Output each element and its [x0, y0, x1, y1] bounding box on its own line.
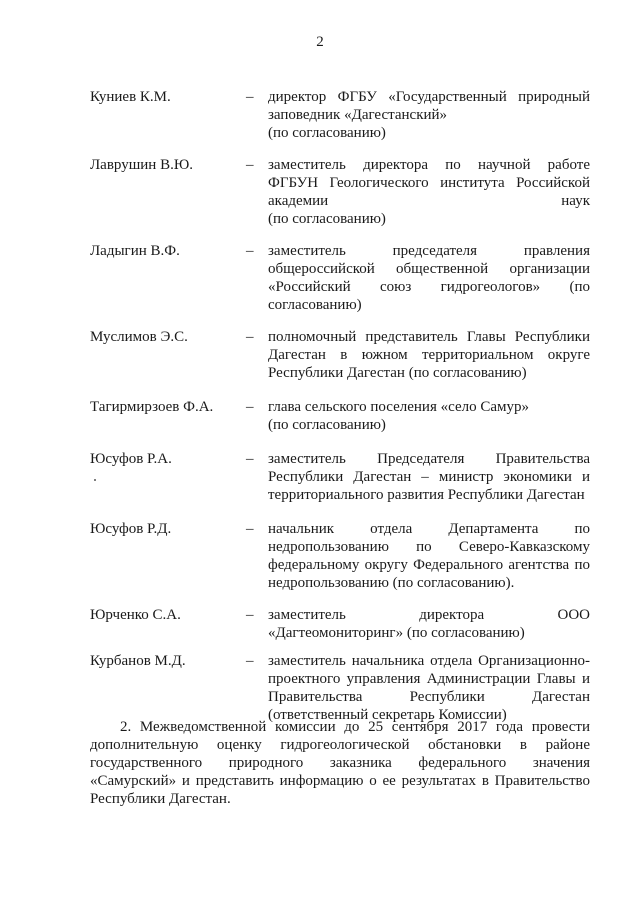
paragraph-line: дополнительную оценку гидрогеологической обстановки в районе: [90, 737, 590, 753]
member-role: [268, 328, 590, 382]
member-dash: –: [246, 653, 254, 669]
role-line: начальник отдела Департамента по: [268, 521, 590, 537]
role-line: «Дагтеомониторинг» (по согласованию): [268, 625, 525, 641]
role-line: заповедник «Дагестанский»: [268, 107, 448, 123]
member-role: [268, 450, 590, 504]
member-role: [268, 652, 590, 724]
role-line: академии наук: [268, 193, 590, 209]
role-line: директор ФГБУ «Государственный природный: [268, 89, 590, 105]
instruction-paragraph: [90, 718, 590, 808]
role-line: федеральному округу Федерального агентства по: [268, 557, 590, 573]
member-name: Юсуфов Р.Д.: [90, 521, 172, 537]
role-line: (по согласованию): [268, 125, 386, 141]
paragraph-line: 2. Межведомственной комиссии до 25 сентября 2017 года провести: [120, 719, 590, 735]
member-dash: –: [246, 521, 254, 537]
role-line: полномочный представитель Главы Республики: [268, 329, 590, 345]
member-role: [268, 156, 590, 228]
role-line: Республики Дагестан (по согласованию): [268, 365, 527, 381]
member-dash: –: [246, 157, 254, 173]
member-role: [268, 242, 590, 314]
member-name: Ладыгин В.Ф.: [90, 243, 180, 259]
member-role: [268, 398, 590, 434]
role-line: территориального развития Республики Дагестан: [268, 487, 585, 503]
role-line: (по согласованию): [268, 211, 386, 227]
member-name: Лаврушин В.Ю.: [90, 157, 193, 173]
paragraph-line: Республики Дагестан.: [90, 791, 231, 807]
scan-speck: [94, 479, 96, 481]
page-number: 2: [316, 34, 324, 50]
role-line: заместитель Председателя Правительства: [268, 451, 590, 467]
paragraph-line: государственного природного заказника федерального значения: [90, 755, 590, 771]
role-line: (по согласованию): [268, 417, 386, 433]
member-name: Юрченко С.А.: [90, 607, 181, 623]
member-role: [268, 606, 590, 642]
member-name: Муслимов Э.С.: [90, 329, 188, 345]
role-line: глава сельского поселения «село Самур»: [268, 399, 529, 415]
member-name: Тагирмирзоев Ф.А.: [90, 399, 214, 415]
paragraph-line: «Самурский» и представить информацию о ее результатах в Правительство: [90, 773, 590, 789]
member-dash: –: [246, 399, 254, 415]
role-line: заместитель председателя правления: [268, 243, 590, 259]
member-dash: –: [246, 451, 254, 467]
role-line: недропользованию (по согласованию).: [268, 575, 515, 591]
role-line: заместитель директора ООО: [268, 607, 590, 623]
role-line: ФГБУН Геологического института Российской: [268, 175, 590, 191]
member-dash: –: [246, 607, 254, 623]
role-line: Правительства Республики Дагестан: [268, 689, 590, 705]
member-name: Юсуфов Р.А.: [90, 451, 172, 467]
role-line: заместитель директора по научной работе: [268, 157, 590, 173]
member-dash: –: [246, 243, 254, 259]
role-line: Республики Дагестан – министр экономики и: [268, 469, 590, 485]
member-dash: –: [246, 89, 254, 105]
role-line: проектного управления Администрации Главы и: [268, 671, 590, 687]
member-name: Куниев К.М.: [90, 89, 171, 105]
role-line: согласованию): [268, 297, 362, 313]
role-line: общероссийской общественной организации: [268, 261, 590, 277]
role-line: недропользованию по Северо-Кавказскому: [268, 539, 590, 555]
member-role: [268, 88, 590, 142]
member-dash: –: [246, 329, 254, 345]
role-line: Дагестан в южном территориальном округе: [268, 347, 590, 363]
role-line: «Российский союз гидрогеологов» (по: [268, 279, 590, 295]
member-role: [268, 520, 590, 592]
role-line: заместитель начальника отдела Организационно-: [268, 653, 590, 669]
member-name: Курбанов М.Д.: [90, 653, 186, 669]
role-line: (ответственный секретарь Комиссии): [268, 707, 507, 723]
